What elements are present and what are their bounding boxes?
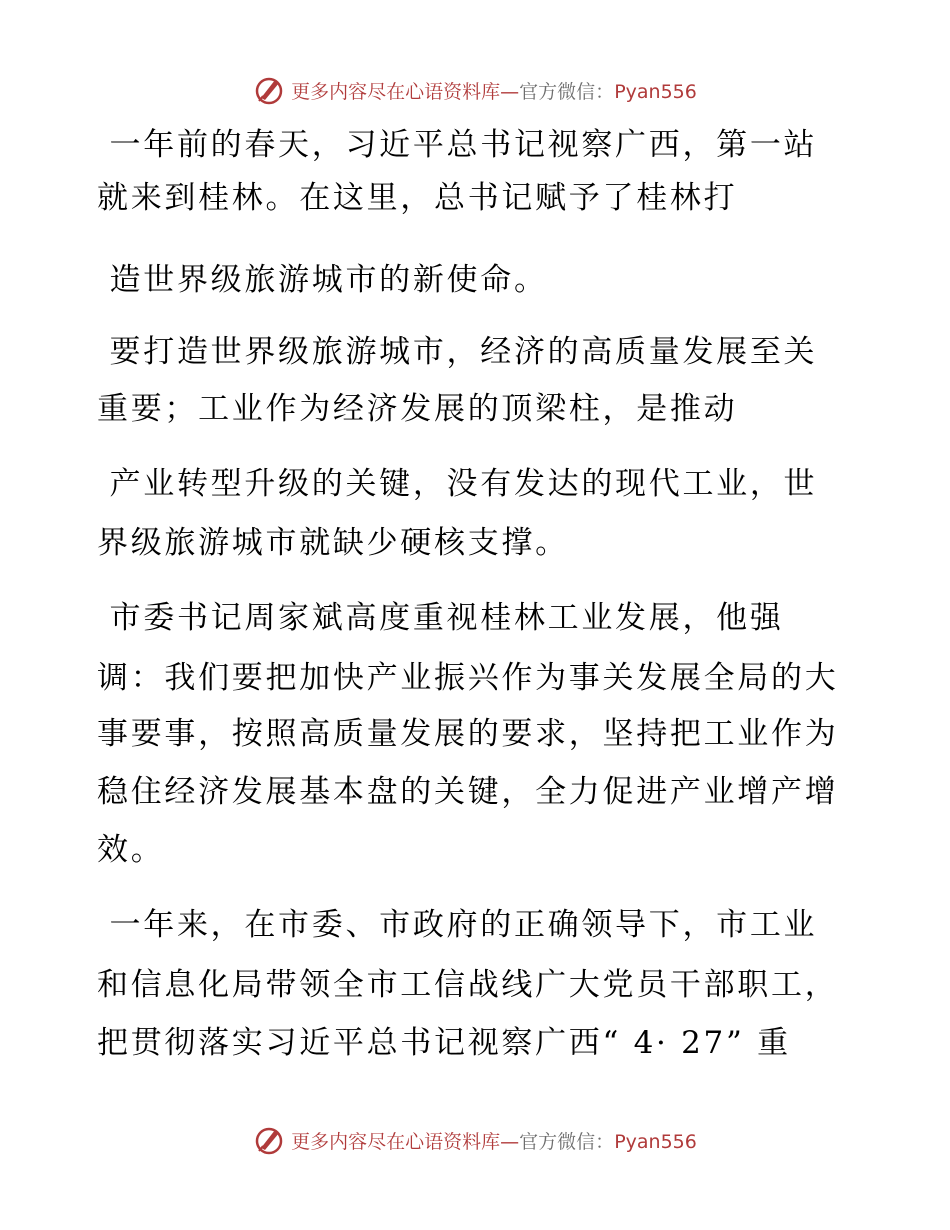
- text-line: 造世界级旅游城市的新使命。: [97, 262, 548, 298]
- banner-text: [291, 1127, 697, 1154]
- text-line: 界级旅游城市就缺少硬核支撑。: [97, 525, 569, 561]
- text-line: 效。: [97, 832, 165, 868]
- text-line: 就来到桂林。在这里，总书记赋予了桂林打: [97, 180, 738, 216]
- banner-site-name: 更多内容尽在心语资料库: [291, 1130, 501, 1153]
- text-line: 把贯彻落实习近平总书记视察广西“ 4· 27” 重: [97, 1025, 791, 1061]
- quill-logo-icon: [253, 74, 285, 106]
- header-banner: [0, 70, 950, 110]
- banner-wechat-id: Pyan556: [614, 80, 697, 103]
- text-line: 一年来，在市委、市政府的正确领导下，市工业: [97, 907, 818, 943]
- text-line: 稳住经济发展基本盘的关键，全力促进产业增产增: [97, 774, 839, 810]
- text-line: 一年前的春天，习近平总书记视察广西，第一站: [97, 127, 818, 163]
- text-line: 重要；工业作为经济发展的顶梁柱，是推动: [97, 391, 738, 427]
- text-line: 和信息化局带领全市工信战线广大党员干部职工，: [97, 967, 839, 1003]
- footer-banner: [0, 1120, 950, 1160]
- banner-dash: —: [500, 80, 520, 103]
- text-line: 产业转型升级的关键，没有发达的现代工业，世: [97, 466, 818, 502]
- text-line: 要打造世界级旅游城市，经济的高质量发展至关: [97, 334, 818, 370]
- text-line: 调：我们要把加快产业振兴作为事关发展全局的大: [97, 660, 839, 696]
- text-line: 市委书记周家斌高度重视桂林工业发展，他强: [97, 600, 784, 636]
- banner-wechat-id: Pyan556: [614, 1130, 697, 1153]
- text-line: 事要事，按照高质量发展的要求，坚持把工业作为: [97, 716, 839, 752]
- banner-site-name: 更多内容尽在心语资料库: [291, 80, 501, 103]
- banner-dash: —: [500, 1130, 520, 1153]
- banner-text: [291, 77, 697, 104]
- quill-logo-icon: [253, 1124, 285, 1156]
- banner-wechat-label: 官方微信：: [519, 1130, 615, 1153]
- banner-wechat-label: 官方微信：: [519, 80, 615, 103]
